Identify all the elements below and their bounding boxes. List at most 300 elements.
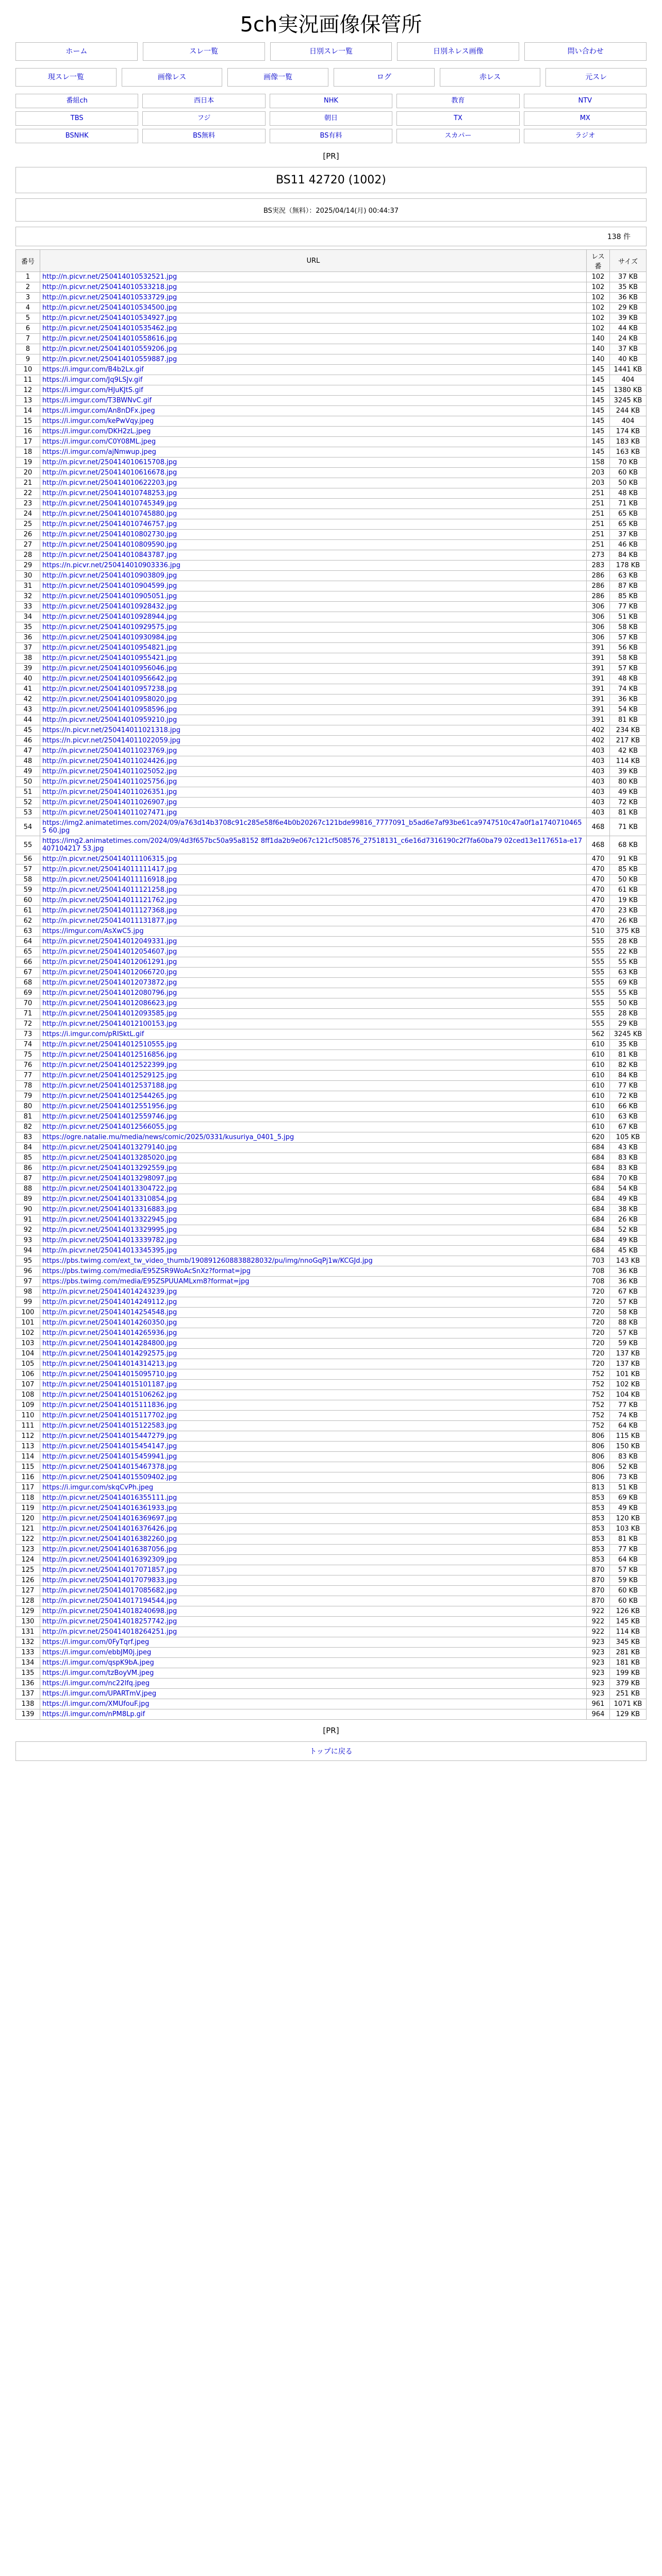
image-url-link[interactable]: http://n.picvr.net/250414012516856.jpg — [42, 1051, 177, 1059]
image-url-link[interactable]: http://n.picvr.net/250414011026351.jpg — [42, 788, 177, 796]
image-url-link[interactable]: http://n.picvr.net/250414010533729.jpg — [42, 294, 177, 301]
url-cell — [40, 1545, 587, 1555]
image-url-link[interactable]: http://n.picvr.net/250414014314213.jpg — [42, 1360, 177, 1368]
size-cell: 65 KB — [610, 509, 647, 519]
size-cell: 38 KB — [610, 1205, 647, 1215]
table-row — [16, 1101, 647, 1112]
image-url-link[interactable]: http://n.picvr.net/250414010559887.jpg — [42, 355, 177, 363]
image-url-link[interactable]: http://n.picvr.net/250414010746757.jpg — [42, 520, 177, 528]
no-cell: 114 — [16, 1452, 40, 1462]
image-url-link[interactable]: https://i.imgur.com/pRISktL.gif — [42, 1030, 144, 1038]
board-link[interactable]: 西日本 — [142, 94, 265, 108]
image-url-link[interactable]: http://n.picvr.net/250414010616678.jpg — [42, 469, 177, 477]
res-cell: 470 — [587, 895, 610, 906]
image-url-link[interactable]: http://n.picvr.net/250414010956046.jpg — [42, 665, 177, 672]
nav-daily-threads[interactable]: 日別スレ一覧 — [270, 42, 392, 61]
image-url-link[interactable]: http://n.picvr.net/250414010533218.jpg — [42, 283, 177, 291]
image-url-link[interactable]: http://n.picvr.net/250414018240698.jpg — [42, 1607, 177, 1615]
image-url-link[interactable]: http://n.picvr.net/250414012537188.jpg — [42, 1082, 177, 1090]
image-url-link[interactable]: https://n.picvr.net/250414010903336.jpg — [42, 562, 180, 569]
url-cell — [40, 1658, 587, 1668]
table-row — [16, 1555, 647, 1565]
table-row — [16, 427, 647, 437]
image-url-link[interactable]: http://n.picvr.net/250414012100153.jpg — [42, 1020, 177, 1028]
image-url-link[interactable]: http://n.picvr.net/250414010532521.jpg — [42, 273, 177, 281]
board-link[interactable]: NHK — [270, 94, 392, 108]
image-url-link[interactable]: http://n.picvr.net/250414012080796.jpg — [42, 989, 177, 997]
table-row — [16, 530, 647, 540]
board-link[interactable]: BS有料 — [270, 129, 392, 143]
image-url-link[interactable]: http://n.picvr.net/250414010615708.jpg — [42, 459, 177, 466]
size-cell: 64 KB — [610, 1421, 647, 1431]
table-row — [16, 777, 647, 787]
url-cell — [40, 1112, 587, 1122]
image-url-link[interactable]: http://n.picvr.net/250414013298097.jpg — [42, 1175, 177, 1182]
res-cell: 145 — [587, 427, 610, 437]
size-cell: 83 KB — [610, 1163, 647, 1174]
image-url-link[interactable]: http://n.picvr.net/250414013285020.jpg — [42, 1154, 177, 1162]
image-url-link[interactable]: http://n.picvr.net/250414010929575.jpg — [42, 623, 177, 631]
image-url-link[interactable]: http://n.picvr.net/250414013316883.jpg — [42, 1206, 177, 1213]
image-url-link[interactable]: http://n.picvr.net/250414012510555.jpg — [42, 1041, 177, 1048]
res-cell: 391 — [587, 674, 610, 684]
image-url-link[interactable]: https://i.imgur.com/T3BWNvC.gif — [42, 397, 152, 404]
image-url-link[interactable]: https://pbs.twimg.com/media/E95ZSPUUAMLxm8?format=jpg — [42, 1278, 250, 1285]
res-cell: 102 — [587, 293, 610, 303]
board-link[interactable]: TX — [396, 111, 519, 126]
size-cell: 81 KB — [610, 1534, 647, 1545]
nav-contact[interactable]: 問い合わせ — [524, 42, 647, 61]
url-cell — [40, 1421, 587, 1431]
size-cell: 37 KB — [610, 272, 647, 282]
image-url-link[interactable]: http://n.picvr.net/250414011127368.jpg — [42, 907, 177, 914]
table-row — [16, 705, 647, 715]
no-cell: 57 — [16, 865, 40, 875]
image-url-link[interactable]: http://n.picvr.net/250414017194544.jpg — [42, 1597, 177, 1605]
image-url-link[interactable]: https://img2.animatetimes.com/2024/09/4d3f657bc50a95a8152 8ff1da2b9e067c121cf508576_27518131_c6e16d7316190c2f7fa60ba79 02ced13e117651a-e17407104217 53.jpg — [42, 837, 583, 853]
image-url-link[interactable]: http://n.picvr.net/250414010802730.jpg — [42, 531, 177, 538]
no-cell: 101 — [16, 1318, 40, 1328]
res-cell: 306 — [587, 633, 610, 643]
no-cell: 92 — [16, 1225, 40, 1235]
no-cell: 130 — [16, 1617, 40, 1627]
size-cell: 345 KB — [610, 1637, 647, 1648]
no-cell: 18 — [16, 447, 40, 457]
no-cell: 106 — [16, 1369, 40, 1380]
url-cell — [40, 1555, 587, 1565]
image-url-link[interactable]: http://n.picvr.net/250414014265936.jpg — [42, 1329, 177, 1337]
image-url-link[interactable]: http://n.picvr.net/250414010748253.jpg — [42, 489, 177, 497]
no-cell: 109 — [16, 1400, 40, 1411]
image-url-link[interactable]: https://i.imgur.com/UPARTmV.jpeg — [42, 1690, 157, 1698]
res-cell: 806 — [587, 1462, 610, 1472]
image-url-link[interactable]: http://n.picvr.net/250414014249112.jpg — [42, 1298, 177, 1306]
table-row — [16, 1617, 647, 1627]
col-no: 番号 — [16, 250, 40, 272]
image-url-link[interactable]: http://n.picvr.net/250414014284800.jpg — [42, 1340, 177, 1347]
table-row — [16, 1648, 647, 1658]
res-cell: 251 — [587, 540, 610, 550]
image-url-link[interactable]: http://n.picvr.net/250414011131877.jpg — [42, 917, 177, 925]
res-cell: 273 — [587, 550, 610, 561]
image-url-link[interactable]: http://n.picvr.net/250414013292559.jpg — [42, 1164, 177, 1172]
table-row — [16, 1699, 647, 1709]
table-row — [16, 736, 647, 746]
nav-red-res[interactable]: 赤レス — [440, 68, 541, 87]
image-url-link[interactable]: http://n.picvr.net/250414010535462.jpg — [42, 325, 177, 332]
table-row — [16, 1071, 647, 1081]
size-cell: 57 KB — [610, 1297, 647, 1308]
image-url-link[interactable]: http://n.picvr.net/250414015111836.jpg — [42, 1401, 177, 1409]
image-url-link[interactable]: https://i.imgur.com/Jq9LSJv.gif — [42, 376, 143, 384]
image-url-link[interactable]: http://n.picvr.net/250414010843787.jpg — [42, 551, 177, 559]
image-url-link[interactable]: http://n.picvr.net/250414017071857.jpg — [42, 1566, 177, 1574]
image-url-link[interactable]: https://ogre.natalie.mu/media/news/comic/2025/0331/kusuriya_0401_5.jpg — [42, 1133, 294, 1141]
no-cell: 100 — [16, 1308, 40, 1318]
nav-image-list[interactable]: 画像一覧 — [227, 68, 328, 87]
url-cell — [40, 1380, 587, 1390]
image-url-link[interactable]: http://n.picvr.net/250414013279140.jpg — [42, 1144, 177, 1151]
image-url-link[interactable]: http://n.picvr.net/250414013310854.jpg — [42, 1195, 177, 1203]
image-url-link[interactable]: https://i.imgur.com/XMUfouF.jpg — [42, 1700, 150, 1708]
size-cell: 29 KB — [610, 1019, 647, 1029]
image-url-link[interactable]: http://n.picvr.net/250414015101187.jpg — [42, 1381, 177, 1388]
board-link[interactable]: 番組ch — [15, 94, 138, 108]
res-cell: 870 — [587, 1586, 610, 1596]
image-url-link[interactable]: http://n.picvr.net/250414010958596.jpg — [42, 706, 177, 714]
no-cell: 1 — [16, 272, 40, 282]
image-url-link[interactable]: https://i.imgur.com/HJuKJtS.gif — [42, 386, 143, 394]
size-cell: 244 KB — [610, 406, 647, 416]
url-cell — [40, 437, 587, 447]
url-cell — [40, 1081, 587, 1091]
image-url-link[interactable]: https://i.imgur.com/B4b2Lx.gif — [42, 366, 144, 374]
no-cell: 22 — [16, 488, 40, 499]
url-cell — [40, 1462, 587, 1472]
image-url-link[interactable]: http://n.picvr.net/250414017079833.jpg — [42, 1577, 177, 1584]
image-url-link[interactable]: http://n.picvr.net/250414012049331.jpg — [42, 938, 177, 945]
image-url-link[interactable]: http://n.picvr.net/250414010954821.jpg — [42, 644, 177, 652]
image-url-link[interactable]: http://n.picvr.net/250414012529125.jpg — [42, 1072, 177, 1079]
size-cell: 29 KB — [610, 303, 647, 313]
image-url-link[interactable]: http://n.picvr.net/250414014243239.jpg — [42, 1288, 177, 1296]
no-cell: 119 — [16, 1503, 40, 1514]
res-cell: 403 — [587, 777, 610, 787]
url-cell — [40, 1277, 587, 1287]
size-cell: 83 KB — [610, 1153, 647, 1163]
image-url-link[interactable]: https://i.imgur.com/An8nDFx.jpeg — [42, 407, 155, 415]
size-cell: 181 KB — [610, 1658, 647, 1668]
size-cell: 59 KB — [610, 1575, 647, 1586]
nav-image-res[interactable]: 画像レス — [122, 68, 223, 87]
res-cell: 610 — [587, 1101, 610, 1112]
image-url-link[interactable]: http://n.picvr.net/250414015454147.jpg — [42, 1443, 177, 1450]
image-url-link[interactable]: https://i.imgur.com/0FyTqrf.jpeg — [42, 1638, 150, 1646]
image-url-link[interactable]: http://n.picvr.net/250414011027471.jpg — [42, 809, 177, 817]
nav-daily-images[interactable]: 日別ネレス画像 — [397, 42, 519, 61]
size-cell: 375 KB — [610, 926, 647, 937]
image-url-link[interactable]: http://n.picvr.net/250414015447279.jpg — [42, 1432, 177, 1440]
size-cell: 67 KB — [610, 1122, 647, 1132]
res-cell: 870 — [587, 1596, 610, 1606]
url-cell — [40, 1472, 587, 1483]
url-cell — [40, 416, 587, 427]
image-url-link[interactable]: http://n.picvr.net/250414015467378.jpg — [42, 1463, 177, 1471]
size-cell: 49 KB — [610, 787, 647, 798]
image-url-link[interactable]: http://n.picvr.net/250414010534500.jpg — [42, 304, 177, 312]
image-url-link[interactable]: http://n.picvr.net/250414015459941.jpg — [42, 1453, 177, 1461]
image-url-link[interactable]: https://i.imgur.com/ajNmwup.jpeg — [42, 448, 156, 456]
image-url-link[interactable]: https://i.imgur.com/C0Y08ML.jpeg — [42, 438, 156, 446]
table-row — [16, 1411, 647, 1421]
size-cell: 59 KB — [610, 1338, 647, 1349]
image-url-link[interactable]: http://n.picvr.net/250414010745349.jpg — [42, 500, 177, 507]
image-url-link[interactable]: http://n.picvr.net/250414012559746.jpg — [42, 1113, 177, 1121]
image-url-link[interactable]: http://n.picvr.net/250414012522399.jpg — [42, 1061, 177, 1069]
res-cell: 610 — [587, 1060, 610, 1071]
res-cell: 610 — [587, 1122, 610, 1132]
image-url-link[interactable]: https://i.imgur.com/kePwVqy.jpeg — [42, 417, 154, 425]
image-url-link[interactable]: http://n.picvr.net/250414010904599.jpg — [42, 582, 177, 590]
res-cell: 203 — [587, 468, 610, 478]
res-cell: 752 — [587, 1390, 610, 1400]
table-row — [16, 1534, 647, 1545]
image-url-link[interactable]: http://n.picvr.net/250414012566055.jpg — [42, 1123, 177, 1131]
image-url-link[interactable]: http://n.picvr.net/250414013329995.jpg — [42, 1226, 177, 1234]
image-url-link[interactable]: http://n.picvr.net/250414012086623.jpg — [42, 999, 177, 1007]
no-cell: 8 — [16, 344, 40, 354]
board-link[interactable]: スカパー — [396, 129, 519, 143]
image-url-link[interactable]: http://n.picvr.net/250414011025756.jpg — [42, 778, 177, 786]
table-row — [16, 978, 647, 988]
no-cell: 95 — [16, 1256, 40, 1266]
image-url-link[interactable]: http://n.picvr.net/250414018264251.jpg — [42, 1628, 177, 1636]
table-row — [16, 1184, 647, 1194]
size-cell: 88 KB — [610, 1318, 647, 1328]
size-cell: 81 KB — [610, 808, 647, 818]
image-url-link[interactable]: https://i.imgur.com/ebbJM0j.jpeg — [42, 1649, 152, 1656]
image-url-link[interactable]: http://n.picvr.net/250414016387056.jpg — [42, 1546, 177, 1553]
image-url-link[interactable]: http://n.picvr.net/250414010905051.jpg — [42, 592, 177, 600]
image-url-link[interactable]: http://n.picvr.net/250414010959210.jpg — [42, 716, 177, 724]
image-url-link[interactable]: http://n.picvr.net/250414015117702.jpg — [42, 1412, 177, 1419]
board-link[interactable]: BSNHK — [15, 129, 138, 143]
url-cell — [40, 705, 587, 715]
no-cell: 47 — [16, 746, 40, 756]
image-url-link[interactable]: http://n.picvr.net/250414011026907.jpg — [42, 799, 177, 806]
size-cell: 115 KB — [610, 1431, 647, 1442]
no-cell: 70 — [16, 998, 40, 1009]
image-url-link[interactable]: http://n.picvr.net/250414012551956.jpg — [42, 1103, 177, 1110]
image-url-link[interactable]: http://n.picvr.net/250414010957238.jpg — [42, 685, 177, 693]
image-url-link[interactable]: http://n.picvr.net/250414011121762.jpg — [42, 896, 177, 904]
image-url-link[interactable]: https://i.imgur.com/skqCvPh.jpeg — [42, 1484, 154, 1492]
image-url-link[interactable]: http://n.picvr.net/250414011116918.jpg — [42, 876, 177, 884]
no-cell: 118 — [16, 1493, 40, 1503]
image-url-link[interactable]: http://n.picvr.net/250414012061291.jpg — [42, 958, 177, 966]
image-url-link[interactable]: http://n.picvr.net/250414017085682.jpg — [42, 1587, 177, 1595]
no-cell: 13 — [16, 396, 40, 406]
image-url-link[interactable]: http://n.picvr.net/250414010958020.jpg — [42, 696, 177, 703]
res-cell: 961 — [587, 1699, 610, 1709]
image-url-link[interactable]: https://n.picvr.net/250414011021318.jpg — [42, 726, 180, 734]
res-cell: 102 — [587, 282, 610, 293]
no-cell: 39 — [16, 664, 40, 674]
image-url-link[interactable]: http://n.picvr.net/250414012093585.jpg — [42, 1010, 177, 1018]
board-link[interactable]: MX — [524, 111, 647, 126]
board-link[interactable]: ラジオ — [524, 129, 647, 143]
image-url-link[interactable]: http://n.picvr.net/250414018257742.jpg — [42, 1618, 177, 1625]
image-url-link[interactable]: https://n.picvr.net/250414011022059.jpg — [42, 737, 180, 744]
image-url-link[interactable]: http://n.picvr.net/250414010534927.jpg — [42, 314, 177, 322]
image-url-link[interactable]: https://i.imgur.com/tzBoyVM.jpeg — [42, 1669, 154, 1677]
image-url-link[interactable]: http://n.picvr.net/250414015509402.jpg — [42, 1473, 177, 1481]
no-cell: 4 — [16, 303, 40, 313]
table-row — [16, 1153, 647, 1163]
res-cell: 402 — [587, 725, 610, 736]
url-cell — [40, 1442, 587, 1452]
board-link[interactable]: フジ — [142, 111, 265, 126]
res-cell: 403 — [587, 767, 610, 777]
board-link[interactable]: BS無料 — [142, 129, 265, 143]
image-url-link[interactable]: http://n.picvr.net/250414011106315.jpg — [42, 855, 177, 863]
board-link[interactable]: 教育 — [396, 94, 519, 108]
size-cell: 81 KB — [610, 715, 647, 725]
url-cell — [40, 1009, 587, 1019]
image-url-link[interactable]: http://n.picvr.net/250414010955421.jpg — [42, 654, 177, 662]
image-url-link[interactable]: http://n.picvr.net/250414010903809.jpg — [42, 572, 177, 580]
url-cell — [40, 561, 587, 571]
image-url-link[interactable]: https://i.imgur.com/qspK9bA.jpeg — [42, 1659, 154, 1667]
res-cell: 286 — [587, 571, 610, 581]
res-cell: 470 — [587, 854, 610, 865]
nav-log[interactable]: ログ — [334, 68, 435, 87]
url-cell — [40, 1369, 587, 1380]
col-size: サイズ — [610, 250, 647, 272]
image-url-link[interactable]: http://n.picvr.net/250414014260350.jpg — [42, 1319, 177, 1327]
image-url-link[interactable]: http://n.picvr.net/250414011111417.jpg — [42, 866, 177, 873]
size-cell: 114 KB — [610, 756, 647, 767]
table-row — [16, 725, 647, 736]
table-row — [16, 437, 647, 447]
image-url-link[interactable]: http://n.picvr.net/250414011121258.jpg — [42, 886, 177, 894]
no-cell: 103 — [16, 1338, 40, 1349]
res-cell: 720 — [587, 1308, 610, 1318]
table-row — [16, 1308, 647, 1318]
image-url-link[interactable]: https://pbs.twimg.com/ext_tw_video_thumb/1908912608838828032/pu/img/nnoGqPj1w/KCGJd.jpg — [42, 1257, 373, 1265]
size-cell: 67 KB — [610, 1287, 647, 1297]
no-cell: 87 — [16, 1174, 40, 1184]
url-cell — [40, 916, 587, 926]
board-link[interactable]: TBS — [15, 111, 138, 126]
image-url-link[interactable]: http://n.picvr.net/250414014292575.jpg — [42, 1350, 177, 1358]
size-cell: 40 KB — [610, 354, 647, 365]
image-url-link[interactable]: http://n.picvr.net/250414012544265.jpg — [42, 1092, 177, 1100]
res-cell: 806 — [587, 1431, 610, 1442]
image-url-link[interactable]: http://n.picvr.net/250414013322945.jpg — [42, 1216, 177, 1224]
table-row — [16, 957, 647, 968]
image-url-link[interactable]: http://n.picvr.net/250414016369697.jpg — [42, 1515, 177, 1522]
image-url-link[interactable]: http://n.picvr.net/250414012066720.jpg — [42, 969, 177, 976]
size-cell: 48 KB — [610, 488, 647, 499]
size-cell: 77 KB — [610, 1545, 647, 1555]
res-cell: 684 — [587, 1174, 610, 1184]
image-url-link[interactable]: http://n.picvr.net/250414011024426.jpg — [42, 757, 177, 765]
image-url-link[interactable]: http://n.picvr.net/250414011025052.jpg — [42, 768, 177, 775]
back-to-top-link[interactable]: トップに戻る — [15, 1741, 647, 1761]
image-url-link[interactable]: http://n.picvr.net/250414010930984.jpg — [42, 634, 177, 641]
image-url-link[interactable]: http://n.picvr.net/250414010745880.jpg — [42, 510, 177, 518]
image-url-link[interactable]: http://n.picvr.net/250414015106262.jpg — [42, 1391, 177, 1399]
no-cell: 137 — [16, 1689, 40, 1699]
image-url-link[interactable]: http://n.picvr.net/250414010809590.jpg — [42, 541, 177, 549]
image-url-link[interactable]: http://n.picvr.net/250414011023769.jpg — [42, 747, 177, 755]
image-url-link[interactable]: http://n.picvr.net/250414016392309.jpg — [42, 1556, 177, 1564]
image-url-link[interactable]: http://n.picvr.net/250414013304722.jpg — [42, 1185, 177, 1193]
image-url-link[interactable]: http://n.picvr.net/250414010928432.jpg — [42, 603, 177, 611]
board-link[interactable]: NTV — [524, 94, 647, 108]
no-cell: 6 — [16, 324, 40, 334]
nav-thread-list[interactable]: スレ一覧 — [143, 42, 265, 61]
image-url-link[interactable]: http://n.picvr.net/250414016376426.jpg — [42, 1525, 177, 1533]
image-url-link[interactable]: http://n.picvr.net/250414014254548.jpg — [42, 1309, 177, 1316]
table-row — [16, 1050, 647, 1060]
size-cell: 178 KB — [610, 561, 647, 571]
image-url-link[interactable]: http://n.picvr.net/250414012054607.jpg — [42, 948, 177, 956]
image-url-link[interactable]: http://n.picvr.net/250414010558616.jpg — [42, 335, 177, 343]
image-url-link[interactable]: https://i.imgur.com/nPM8Lp.gif — [42, 1710, 145, 1718]
board-link[interactable]: 朝日 — [270, 111, 392, 126]
image-url-link[interactable]: http://n.picvr.net/250414015122583.jpg — [42, 1422, 177, 1430]
image-url-link[interactable]: http://n.picvr.net/250414010928944.jpg — [42, 613, 177, 621]
size-cell: 63 KB — [610, 968, 647, 978]
size-cell: 52 KB — [610, 1462, 647, 1472]
nav-original-thread[interactable]: 元スレ — [545, 68, 647, 87]
image-url-link[interactable]: http://n.picvr.net/250414013345395.jpg — [42, 1247, 177, 1255]
no-cell: 96 — [16, 1266, 40, 1277]
image-url-link[interactable]: http://n.picvr.net/250414013339782.jpg — [42, 1236, 177, 1244]
image-url-link[interactable]: http://n.picvr.net/250414012073872.jpg — [42, 979, 177, 987]
image-url-link[interactable]: https://i.imgur.com/nc22lfq.jpeg — [42, 1680, 150, 1687]
url-cell — [40, 1328, 587, 1338]
image-url-link[interactable]: http://n.picvr.net/250414016382260.jpg — [42, 1535, 177, 1543]
no-cell: 102 — [16, 1328, 40, 1338]
image-url-link[interactable]: https://img2.animatetimes.com/2024/09/a763d14b3708c91c285e58f6e4b0b20267c121bde99816_7777091_b5ad6e7af93be61ca9747510c47a0f1a17407104655 60.jpg — [42, 819, 582, 835]
image-url-link[interactable]: https://i.imgur.com/DKH2zL.jpeg — [42, 428, 151, 435]
table-row — [16, 1462, 647, 1472]
nav-current-threads[interactable]: 現スレ一覧 — [15, 68, 117, 87]
size-cell: 74 KB — [610, 1411, 647, 1421]
image-url-link[interactable]: http://n.picvr.net/250414010559206.jpg — [42, 345, 177, 353]
nav-home[interactable]: ホーム — [15, 42, 138, 61]
image-url-link[interactable]: http://n.picvr.net/250414016361933.jpg — [42, 1504, 177, 1512]
image-url-link[interactable]: http://n.picvr.net/250414016355111.jpg — [42, 1494, 177, 1502]
image-url-link[interactable]: http://n.picvr.net/250414010956642.jpg — [42, 675, 177, 683]
image-url-link[interactable]: https://imgur.com/AsXwC5.jpg — [42, 927, 144, 935]
size-cell: 82 KB — [610, 1060, 647, 1071]
url-cell — [40, 550, 587, 561]
url-cell — [40, 334, 587, 344]
url-cell — [40, 1349, 587, 1359]
no-cell: 110 — [16, 1411, 40, 1421]
size-cell: 57 KB — [610, 1328, 647, 1338]
size-cell: 51 KB — [610, 612, 647, 622]
image-url-link[interactable]: http://n.picvr.net/250414010622203.jpg — [42, 479, 177, 487]
image-url-link[interactable]: https://pbs.twimg.com/media/E95ZSR9WoAcSnXz?format=jpg — [42, 1267, 251, 1275]
no-cell: 54 — [16, 818, 40, 836]
res-cell: 610 — [587, 1040, 610, 1050]
image-url-link[interactable]: http://n.picvr.net/250414015095710.jpg — [42, 1370, 177, 1378]
